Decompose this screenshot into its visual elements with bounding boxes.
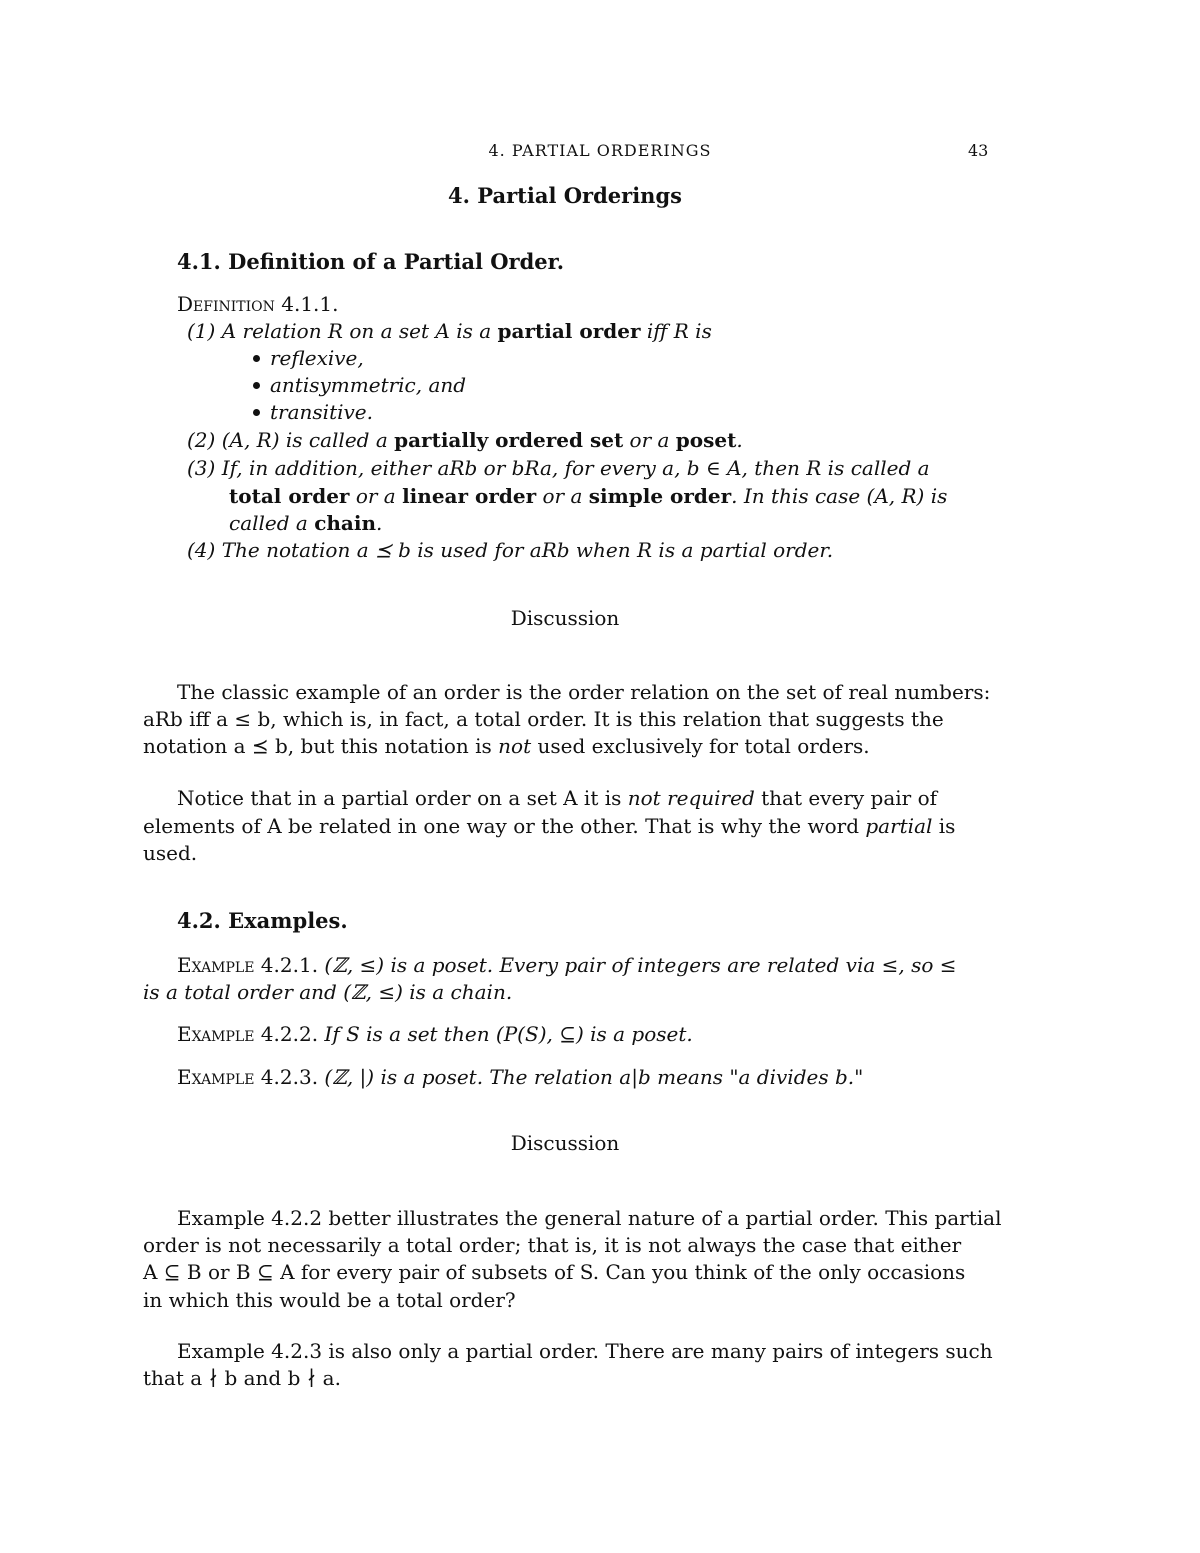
item-number: (3) [187,456,216,480]
bullet-icon [253,409,260,416]
discussion-heading: Discussion [510,606,620,630]
item-text: or a [542,484,583,508]
paragraph-line: aRb iff a ≤ b, which is, in fact, a total order. It is this relation that suggests the [143,707,944,731]
bullet-text: antisymmetric, and [270,373,467,397]
item-text: . [376,511,383,535]
text-span: that every pair of [761,786,938,810]
term-partial-order: partial order [497,319,641,343]
paragraph-line [143,814,955,838]
emphasis: not [498,734,532,758]
item-text: called a [229,511,308,535]
running-head: 4. PARTIAL ORDERINGS [488,141,712,160]
def-item-4 [187,538,833,562]
def-item-3 [187,456,930,480]
term-linear-order: linear order [402,484,537,508]
emphasis: partial [865,814,933,838]
item-number: (1) [187,319,216,343]
bullet-icon [253,382,260,389]
example-4-2-2 [177,1022,693,1046]
bullet-item [253,346,364,370]
def-item-1 [187,319,712,343]
paragraph-line: The classic example of an order is the order relation on the set of real numbers: [177,680,991,704]
text-span: elements of A be related in one way or the other. That is why the word [143,814,859,838]
def-item-2 [187,428,743,452]
text-span: used exclusively for total orders. [537,734,870,758]
bullet-icon [253,355,260,362]
bullet-item [253,373,466,397]
section-title: 4. Partial Orderings [448,183,682,208]
item-text: A relation R on a set A is a [221,319,492,343]
item-text: or a [355,484,396,508]
def-item-3-line-3 [229,511,382,535]
example-label: Example 4.2.3. [177,1065,319,1089]
definition-label: Definition 4.1.1. [177,292,339,316]
item-text: The notation a ⪯ b is used for aRb when R is a partial order. [221,538,834,562]
item-text: If, in addition, either aRb or bRa, for every a, b ∈ A, then R is called a [221,456,930,480]
text-span: Notice that in a partial order on a set A it is [177,786,622,810]
subsection-title-4-2: 4.2. Examples. [177,908,348,933]
term-total-order: total order [229,484,350,508]
bullet-item [253,400,373,424]
def-item-3-line-2 [229,484,947,508]
text-span: is [938,814,956,838]
term-poset: poset [675,428,737,452]
example-text: (ℤ, ≤) is a poset. Every pair of integers are related via ≤, so ≤ [324,953,957,977]
item-text: or a [629,428,670,452]
paragraph-line: order is not necessarily a total order; that is, it is not always the case that either [143,1233,962,1257]
bullet-text: transitive. [270,400,373,424]
item-text: . [736,428,743,452]
example-4-2-1-line-2: is a total order and (ℤ, ≤) is a chain. [143,980,513,1004]
example-label: Example 4.2.2. [177,1022,319,1046]
item-number: (2) [187,428,216,452]
paragraph-line: Example 4.2.2 better illustrates the general nature of a partial order. This partial [177,1206,1002,1230]
bullet-text: reflexive, [270,346,364,370]
paragraph-line: Example 4.2.3 is also only a partial order. There are many pairs of integers such [177,1339,993,1363]
item-text: (A, R) is called a [221,428,388,452]
term-partially-ordered-set: partially ordered set [394,428,624,452]
item-number: (4) [187,538,216,562]
item-text: iff R is [646,319,712,343]
paragraph-line: A ⊆ B or B ⊆ A for every pair of subsets of S. Can you think of the only occasions [143,1260,966,1284]
example-4-2-1 [177,953,957,977]
discussion-heading: Discussion [510,1131,620,1155]
term-chain: chain [314,511,377,535]
example-text: (ℤ, |) is a poset. The relation a|b means "a divides b." [324,1065,864,1089]
paragraph-line: that a ∤ b and b ∤ a. [143,1366,341,1390]
example-text: If S is a set then (P(S), ⊆) is a poset. [324,1022,693,1046]
example-4-2-3 [177,1065,863,1089]
emphasis: not required [627,786,755,810]
text-span: notation a ⪯ b, but this notation is [143,734,492,758]
subsection-title-4-1: 4.1. Definition of a Partial Order. [177,249,565,274]
item-text: . In this case (A, R) is [731,484,948,508]
example-label: Example 4.2.1. [177,953,319,977]
paragraph-line: used. [143,841,198,865]
paragraph-line [143,734,870,758]
page-number: 43 [968,141,989,160]
term-simple-order: simple order [588,484,732,508]
paragraph-line: in which this would be a total order? [143,1288,516,1312]
paragraph-line [177,786,937,810]
